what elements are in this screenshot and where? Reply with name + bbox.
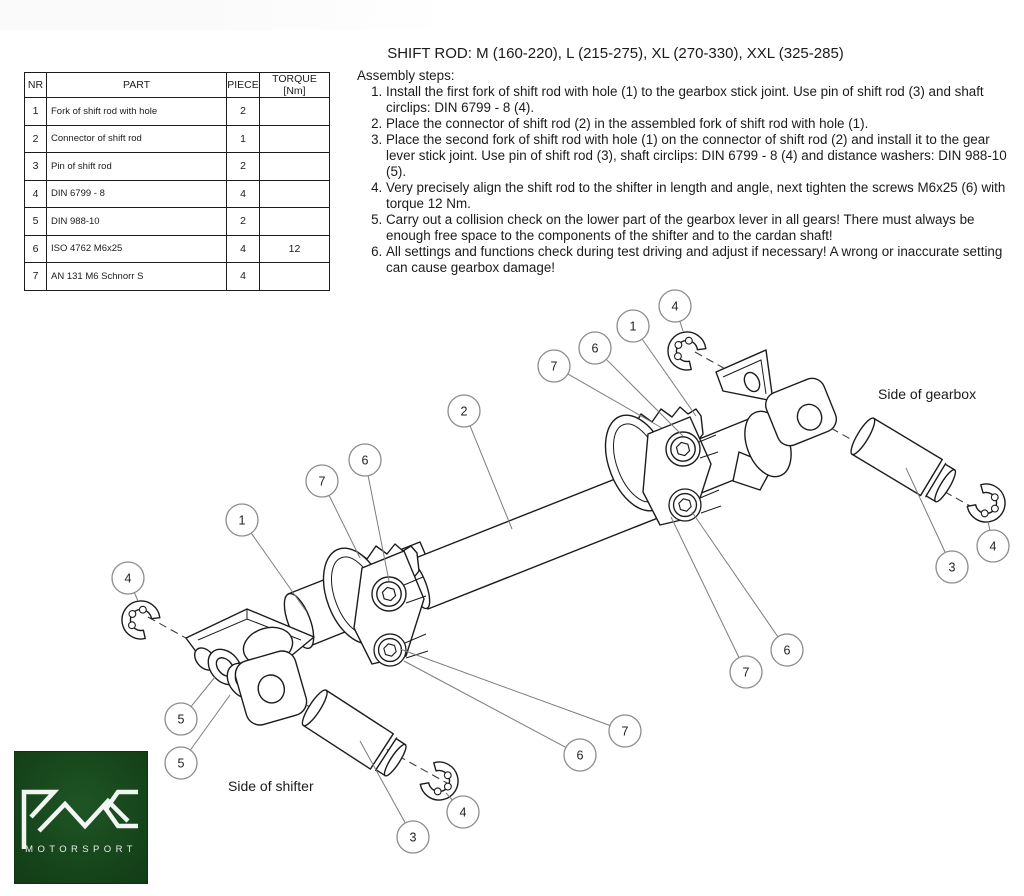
parts-table-cell-part: Pin of shift rod [47, 153, 227, 181]
callout-leader-line [680, 321, 683, 331]
callout-number: 6 [783, 643, 791, 658]
callout-number: 5 [177, 712, 185, 727]
parts-table-header-cell: TORQUE [Nm] [260, 73, 330, 98]
callout-leader-line [251, 533, 306, 611]
page-title: SHIFT ROD: M (160-220), L (215-275), XL (270-330), XXL (325-285) [387, 45, 844, 62]
label-side-of-shifter: Side of shifter [228, 778, 314, 794]
clamp-shifter-drawing [311, 539, 428, 666]
parts-table-cell-piece: 2 [227, 208, 260, 236]
callout-number: 6 [576, 748, 584, 763]
callout-leader-line [191, 677, 215, 707]
brand-logo [14, 751, 148, 884]
parts-table-cell-part: Fork of shift rod with hole [47, 98, 227, 126]
assembly-step: 1. Install the first fork of shift rod with hole (1) to the gearbox stick joint. Use pin of shift rod (3) and shaft circlips: DIN 6799 - 8 (4). [386, 84, 1013, 116]
parts-table-header-cell: PIECE [227, 73, 260, 98]
callout-number: 7 [318, 474, 326, 489]
parts-table-cell-piece: 4 [227, 263, 260, 291]
callout-number: 3 [409, 830, 417, 845]
callout-leader-line [671, 517, 739, 658]
callout-number: 2 [460, 404, 468, 419]
callout-number: 4 [671, 299, 679, 314]
callout-number: 1 [238, 513, 246, 528]
callout-number: 1 [629, 319, 637, 334]
parts-table-cell-piece: 4 [227, 180, 260, 208]
screw-drawing [372, 577, 406, 611]
pin-shifter-drawing [299, 687, 411, 780]
parts-table-cell-torque: 12 [260, 235, 330, 263]
assembly-step: 6. All settings and functions check during test driving and adjust if necessary! A wrong or inaccurate setting can cause gearbox damage! [386, 244, 1013, 276]
callout-number: 4 [989, 539, 997, 554]
callout-number: 4 [459, 805, 467, 820]
callout-number: 3 [948, 560, 956, 575]
callout-leader-line [400, 649, 610, 726]
callout-number: 5 [177, 756, 185, 771]
screw-drawing [666, 432, 700, 466]
parts-table-cell-nr: 4 [25, 180, 47, 208]
parts-table-header-cell: NR [25, 73, 47, 98]
parts-table-cell-piece: 2 [227, 153, 260, 181]
parts-table-cell-part: AN 131 M6 Schnorr S [47, 263, 227, 291]
screw-drawing [669, 489, 701, 521]
callout-number: 6 [591, 341, 599, 356]
label-side-of-gearbox: Side of gearbox [878, 386, 977, 402]
assembly-step: 2. Place the connector of shift rod (2) in the assembled fork of shift rod with hole (1). [386, 116, 1013, 132]
assembly-steps-heading: Assembly steps: [357, 68, 455, 83]
pmc-monogram-icon [15, 752, 149, 885]
assembly-step: 3. Place the second fork of shift rod with hole (1) on the connector of shift rod (2) and install it to the gear lever stick joint. Use pin of shift rod (3), shaft circlips: DIN 6799 - 8 (4) and distance washers: DIN 988-10 (5). [386, 132, 1013, 180]
eclip-gearbox-left-drawing [661, 325, 710, 375]
callout-number: 6 [361, 453, 369, 468]
assembly-step: 5. Carry out a collision check on the lower part of the gearbox lever in all gears! There must always be enough free space to the components of the shifter and to the cardan shaft! [386, 212, 1013, 244]
callout-balloons [112, 290, 1009, 853]
pin-gearbox-drawing [847, 415, 959, 506]
callout-number: 7 [550, 359, 558, 374]
callout-number: 7 [742, 665, 750, 680]
parts-table-cell-part: DIN 6799 - 8 [47, 180, 227, 208]
parts-table-cell-nr: 7 [25, 263, 47, 291]
parts-table-cell-piece: 1 [227, 125, 260, 153]
parts-table-cell-nr: 1 [25, 98, 47, 126]
eclip-shifter-left-drawing [115, 594, 164, 644]
parts-table-cell-nr: 6 [25, 235, 47, 263]
callout-number: 4 [124, 571, 132, 586]
parts-table-cell-part: ISO 4762 M6x25 [47, 235, 227, 263]
parts-table-cell-piece: 4 [227, 235, 260, 263]
assembly-step: 4. Very precisely align the shift rod to the shifter in length and angle, next tighten the screws M6x25 (6) with torque 12 Nm. [386, 180, 1013, 212]
parts-table-cell-part: Connector of shift rod [47, 125, 227, 153]
brand-logo-text: MOTORSPORT [25, 844, 137, 855]
parts-table-header-cell: PART [47, 73, 227, 98]
callout-leader-line [470, 426, 512, 529]
callout-number: 7 [621, 724, 629, 739]
callout-leader-line [404, 661, 566, 747]
screw-drawing [374, 634, 406, 666]
parts-table-cell-piece: 2 [227, 98, 260, 126]
parts-table-cell-nr: 3 [25, 153, 47, 181]
callout-leader-line [692, 512, 778, 637]
parts-table-cell-nr: 2 [25, 125, 47, 153]
parts-table-cell-part: DIN 988-10 [47, 208, 227, 236]
callout-leader-line [134, 593, 138, 601]
parts-table-cell-nr: 5 [25, 208, 47, 236]
